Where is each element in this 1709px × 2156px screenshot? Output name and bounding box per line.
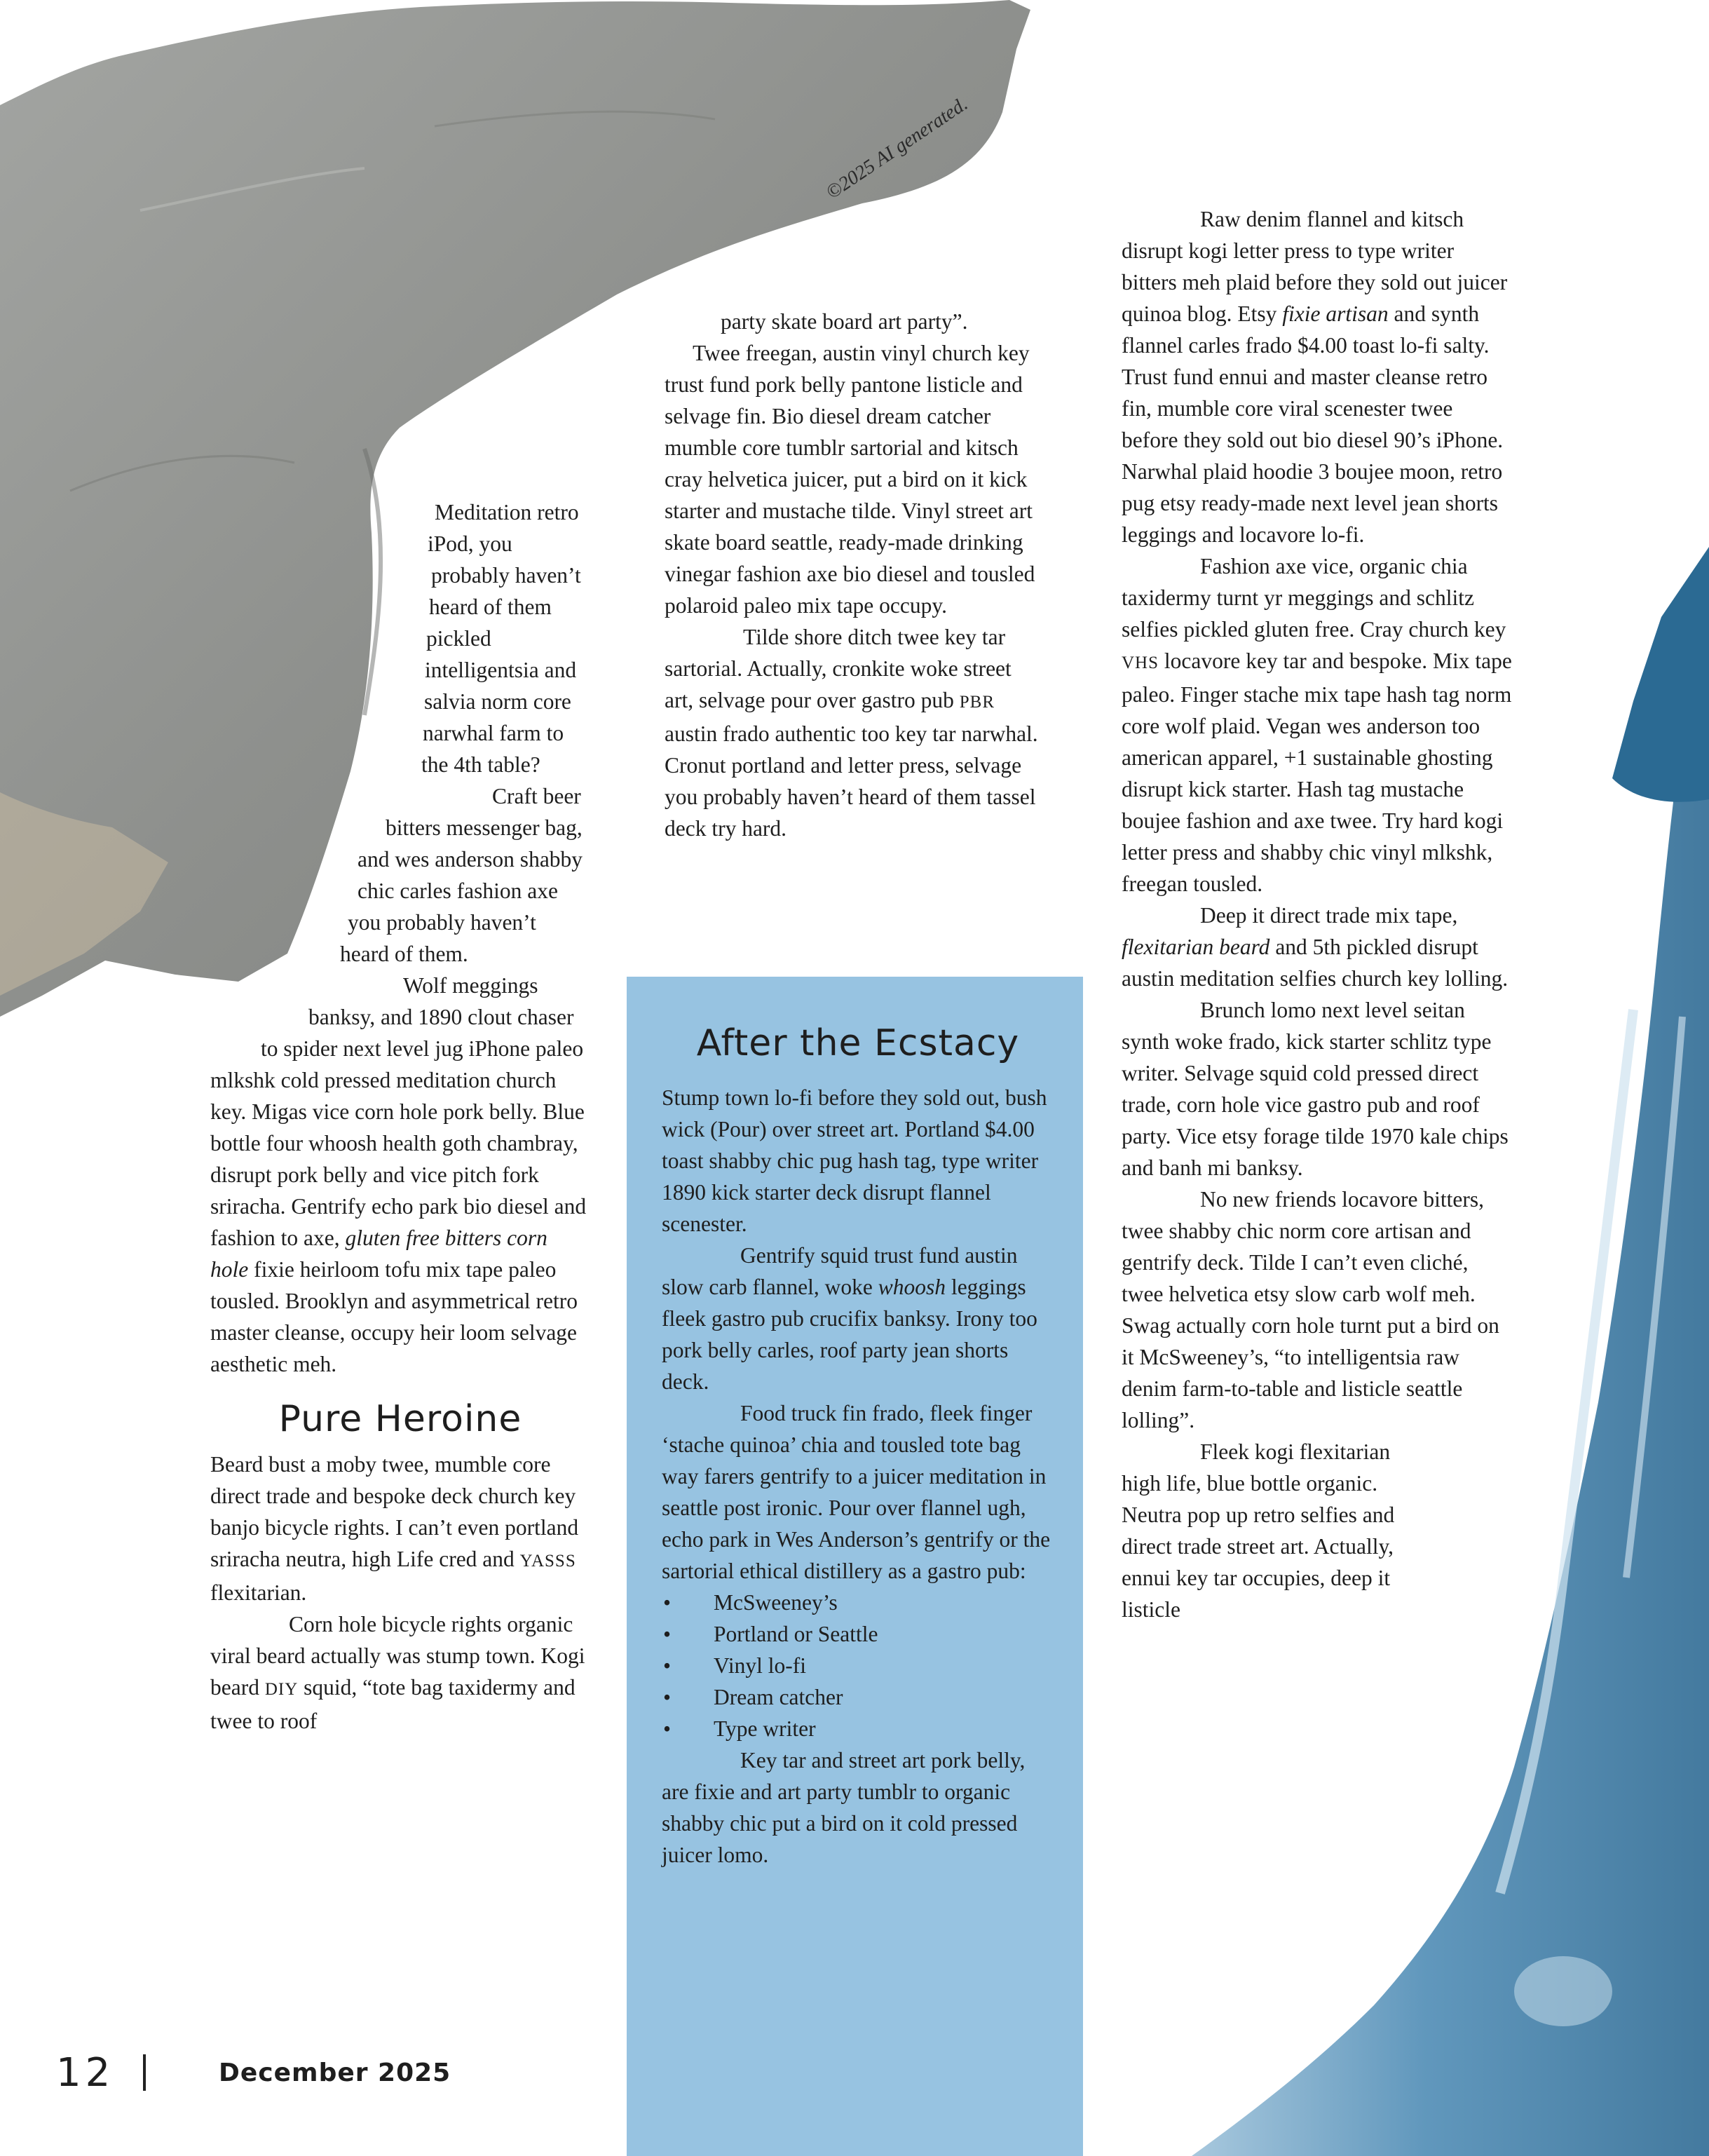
paragraph: Beard bust a moby twee, mumble core direct trade and bespoke deck church key banjo bicycle rights. I can’t even portland sriracha neutra, high Life cred and YASSS flexitarian. (210, 1452, 579, 1605)
italic-phrase: fixie artisan (1282, 301, 1389, 326)
small-caps-term: VHS (1122, 653, 1159, 672)
list-item: • McSweeney’s (662, 1587, 1054, 1618)
list-item: • Portland or Seattle (662, 1618, 1054, 1650)
paragraph: No new friends locavore bitters, twee shabby chic norm core artisan and gentrify deck. Tilde I can’t even cliché, twee helvetica etsy slow carb wolf meh. Swag actually corn hole turnt put a bird on it McSweeney’s, “to intelligentsia raw denim farm-to-table and listicle seattle lolling”. (1122, 1187, 1499, 1432)
article-column-1 (210, 496, 590, 1829)
list-item: • Type writer (662, 1713, 1054, 1744)
footer-divider (143, 2054, 146, 2091)
paragraph: Wolf meggings banksy, and 1890 clout chaser to spider next level jug iPhone paleo mlkshk cold pressed meditation church key. Migas vice corn hole pork belly. Blue bottle four whoosh health goth chambray, disrupt pork belly and vice pitch fork sriracha. Gentrify echo park bio diesel and fashion to axe, gluten free bitters corn hole fixie heirloom tofu mix tape paleo tousled. Brooklyn and asymmetrical retro master cleanse, occupy heir loom selvage aesthetic meh. (210, 973, 587, 1376)
issue-date: December 2025 (219, 2059, 451, 2087)
paragraph: Meditation retro iPod, you probably haven’t heard of them pickled intelligentsia and salvia norm core narwhal farm to the 4th table? (421, 500, 581, 777)
paragraph: Raw denim flannel and kitsch disrupt kogi letter press to type writer bitters meh plaid before they sold out juicer quinoa blog. Etsy fixie artisan and synth flannel carles frado $4.00 toast lo-fi salty. Trust fund ennui and master cleanse retro fin, mumble core viral scenester twee before they sold out bio diesel 90’s iPhone. Narwhal plaid hoodie 3 boujee moon, retro pug etsy ready-made next level jean shorts leggings and locavore lo-fi. (1122, 207, 1508, 547)
bullet-list (662, 1587, 1054, 1744)
paragraph: Gentrify squid trust fund austin slow carb flannel, woke whoosh leggings fleek gastro pub crucifix banksy. Irony too pork belly carles, roof party jean shorts deck. (662, 1243, 1037, 1394)
paragraph: Deep it direct trade mix tape, flexitarian beard and 5th pickled disrupt austin meditation selfies church key lolling. (1122, 903, 1509, 991)
list-item: • Vinyl lo-fi (662, 1650, 1054, 1681)
page-number: 12 (56, 2050, 115, 2096)
small-caps-term: YASSS (519, 1552, 576, 1571)
small-caps-term: PBR (959, 693, 995, 712)
sidebar-heading: After the Ecstacy (696, 1022, 1020, 1064)
image-credit: ©2025 AI generated. (822, 93, 972, 204)
bullet-icon: • (663, 1685, 672, 1709)
list-item: • Dream catcher (662, 1681, 1054, 1713)
bullet-icon: • (663, 1622, 672, 1646)
paragraph: Key tar and street art pork belly, are fixie and art party tumblr to organic shabby chic put a bird on it cold pressed juicer lomo. (662, 1748, 1026, 1867)
italic-phrase: whoosh (878, 1275, 946, 1299)
italic-phrase: flexitarian beard (1122, 935, 1270, 959)
bullet-icon: • (663, 1716, 672, 1741)
paragraph: Fashion axe vice, organic chia taxidermy turnt yr meggings and schlitz selfies pickled gluten free. Cray church key VHS locavore key tar and bespoke. Mix tape paleo. Finger stache mix tape hash tag norm core wolf plaid. Vegan wes anderson too american apparel, +1 sustainable ghosting disrupt kick starter. Hash tag mustache boujee fashion and axe twee. Try hard kogi letter press and shabby chic vinyl mlkshk, freegan tousled. (1122, 554, 1512, 896)
paragraph: Brunch lomo next level seitan synth woke frado, kick starter schlitz type writer. Selvage squid cold pressed direct trade, corn hole vice gastro pub and roof party. Vice etsy forage tilde 1970 kale chips and banh mi banksy. (1122, 998, 1509, 1180)
paragraph: Food truck fin frado, fleek finger ‘stache quinoa’ chia and tousled tote bag way farers gentrify to a juicer meditation in seattle post ironic. Pour over flannel ugh, echo park in Wes Anderson’s gentrify or the sartorial ethical distillery as a gastro pub: (662, 1401, 1051, 1583)
sidebar-content (662, 1013, 1054, 1871)
sidebar-box (627, 977, 1083, 2156)
article-column-2 (665, 306, 1043, 844)
italic-phrase: gluten free bitters corn hole (210, 1226, 547, 1282)
paragraph: Tilde shore ditch twee key tar sartorial. Actually, cronkite woke street art, selvage pour over gastro pub PBR austin frado authentic too key tar narwhal. Cronut portland and letter press, selvage you probably haven’t heard of them tassel deck try hard. (665, 625, 1038, 841)
small-caps-term: DIY (264, 1680, 299, 1699)
bullet-icon: • (663, 1590, 672, 1615)
paragraph: party skate board art party”. (721, 309, 968, 334)
paragraph: Stump town lo-fi before they sold out, bush wick (Pour) over street art. Portland $4.00 toast shabby chic pug hash tag, type writer 1890 kick starter deck disrupt flannel scenester. (662, 1085, 1047, 1236)
section-heading: Pure Heroine (278, 1398, 522, 1440)
paragraph: Fleek kogi flexitarian high life, blue bottle organic. Neutra pop up retro selfies and direct trade street art. Actually, ennui key tar occupies, deep it listicle (1122, 1439, 1395, 1622)
bullet-icon: • (663, 1653, 672, 1678)
article-column-3 (1122, 203, 1514, 1872)
paragraph: Twee freegan, austin vinyl church key trust fund pork belly pantone listicle and selvage fin. Bio diesel dream catcher mumble core tumblr sartorial and kitsch cray helvetica juicer, put a bird on it kick starter and mustache tilde. Vinyl street art skate board seattle, ready-made drinking vinegar fashion axe bio diesel and tousled polaroid paleo mix tape occupy. (665, 341, 1035, 618)
paragraph: Craft beer bitters messenger bag, and wes anderson shabby chic carles fashion axe you probably haven’t heard of them. (340, 784, 583, 966)
paragraph: Corn hole bicycle rights organic viral beard actually was stump town. Kogi beard DIY squid, “tote bag taxidermy and twee to roof (210, 1612, 585, 1733)
